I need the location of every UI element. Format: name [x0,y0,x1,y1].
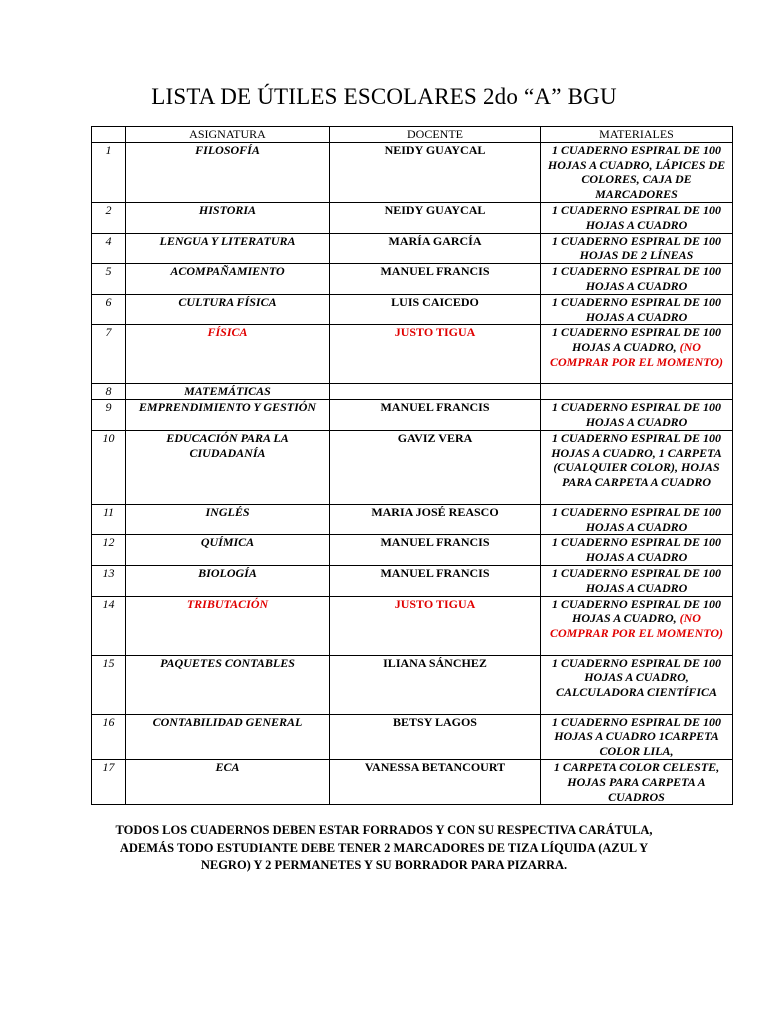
row-teacher: MARÍA GARCÍA [330,233,541,264]
row-materials [541,655,733,714]
row-number: 17 [92,759,126,804]
row-number: 12 [92,535,126,566]
row-number: 6 [92,294,126,325]
row-materials [541,142,733,202]
page-title: LISTA DE ÚTILES ESCOLARES 2do “A” BGU [151,84,617,109]
row-teacher: ILIANA SÁNCHEZ [330,655,541,714]
table-row [92,233,733,264]
materials-text: 1 CUADERNO ESPIRAL DE 100 HOJAS A CUADRO, [552,325,721,355]
table-body [92,142,733,805]
row-teacher: NEIDY GUAYCAL [330,202,541,233]
table-row [92,294,733,325]
table-row [92,535,733,566]
materials-text: 1 CUADERNO ESPIRAL DE 100 HOJAS A CUADRO, [552,596,721,626]
table-row [92,596,733,655]
row-materials [541,384,733,400]
row-teacher: MANUEL FRANCIS [330,565,541,596]
row-materials [541,596,733,655]
row-number: 1 [92,142,126,202]
row-teacher: JUSTO TIGUA [330,596,541,655]
header-subject: ASIGNATURA [126,127,330,143]
row-subject: HISTORIA [126,202,330,233]
row-number: 13 [92,565,126,596]
header-materials: MATERIALES [541,127,733,143]
table-row [92,142,733,202]
table-row [92,384,733,400]
row-subject: EMPRENDIMIENTO Y GESTIÓN [126,400,330,431]
table-row [92,202,733,233]
row-number: 11 [92,504,126,535]
materials-text: 1 CUADERNO ESPIRAL DE 100 HOJAS A CUADRO, 1 CARPETA (CUALQUIER COLOR), HOJAS PARA CARPETA A CUADRO [551,430,722,490]
row-materials [541,504,733,535]
row-number: 5 [92,264,126,295]
table-header-row [92,127,733,143]
row-materials [541,202,733,233]
row-materials [541,430,733,504]
materials-text: 1 CUADERNO ESPIRAL DE 100 HOJAS A CUADRO, LÁPICES DE COLORES, CAJA DE MARCADORES [547,142,726,202]
supplies-table [91,126,733,805]
row-teacher: LUIS CAICEDO [330,294,541,325]
table-row [92,325,733,384]
row-teacher: MANUEL FRANCIS [330,400,541,431]
row-materials [541,535,733,566]
table-row [92,430,733,504]
table-row [92,655,733,714]
row-number: 16 [92,714,126,759]
table-row [92,400,733,431]
row-number: 7 [92,325,126,384]
row-subject: ECA [126,759,330,804]
materials-text: 1 CUADERNO ESPIRAL DE 100 HOJAS A CUADRO 1CARPETA COLOR LILA, [552,714,721,759]
materials-text: 1 CUADERNO ESPIRAL DE 100 HOJAS A CUADRO [552,400,721,429]
row-teacher [330,384,541,400]
materials-text: 1 CUADERNO ESPIRAL DE 100 HOJAS A CUADRO [552,264,721,293]
header-teacher: DOCENTE [330,127,541,143]
row-teacher: MARIA JOSÉ REASCO [330,504,541,535]
row-subject: QUÍMICA [126,535,330,566]
row-materials [541,714,733,759]
table-row [92,264,733,295]
footer-note: TODOS LOS CUADERNOS DEBEN ESTAR FORRADOS Y CON SU RESPECTIVA CARÁTULA, ADEMÁS TODO ESTUDIANTE DEBE TENER 2 MARCADORES DE TIZA LÍQUIDA (AZUL Y NEGRO) Y 2 PERMANETES Y SU BORRADOR PARA PIZARRA. [115,823,653,872]
row-number: 9 [92,400,126,431]
row-number: 15 [92,655,126,714]
materials-text: 1 CARPETA COLOR CELESTE, HOJAS PARA CARPETA A CUADROS [553,759,720,804]
materials-text: 1 CUADERNO ESPIRAL DE 100 HOJAS A CUADRO [552,504,721,534]
row-subject: FILOSOFÍA [126,142,330,202]
row-teacher: GAVIZ VERA [330,430,541,504]
row-teacher: JUSTO TIGUA [330,325,541,384]
table-row [92,504,733,535]
row-subject: LENGUA Y LITERATURA [126,233,330,264]
materials-text: 1 CUADERNO ESPIRAL DE 100 HOJAS A CUADRO [552,535,721,565]
row-number: 14 [92,596,126,655]
materials-text: 1 CUADERNO ESPIRAL DE 100 HOJAS DE 2 LÍNEAS [552,233,721,263]
table-row [92,759,733,804]
row-materials [541,325,733,384]
materials-text: 1 CUADERNO ESPIRAL DE 100 HOJAS A CUADRO [552,294,721,324]
row-number: 4 [92,233,126,264]
row-subject: MATEMÁTICAS [126,384,330,400]
row-subject: CONTABILIDAD GENERAL [126,714,330,759]
row-materials [541,264,733,295]
materials-warning: (NO COMPRAR POR EL MOMENTO) [549,611,724,641]
row-number: 2 [92,202,126,233]
row-teacher: MANUEL FRANCIS [330,264,541,295]
row-materials [541,759,733,804]
row-materials [541,400,733,431]
row-subject: PAQUETES CONTABLES [126,655,330,714]
materials-text: 1 CUADERNO ESPIRAL DE 100 HOJAS A CUADRO, CALCULADORA CIENTÍFICA [552,655,721,700]
row-subject: EDUCACIÓN PARA LA CIUDADANÍA [126,430,330,504]
table-row [92,565,733,596]
row-teacher: BETSY LAGOS [330,714,541,759]
row-number: 8 [92,384,126,400]
table-row [92,714,733,759]
materials-text: 1 CUADERNO ESPIRAL DE 100 HOJAS A CUADRO [552,565,721,595]
row-subject: INGLÉS [126,504,330,535]
header-num [92,127,126,143]
row-subject: TRIBUTACIÓN [126,596,330,655]
materials-text: 1 CUADERNO ESPIRAL DE 100 HOJAS A CUADRO [552,202,721,232]
row-materials [541,294,733,325]
row-number: 10 [92,430,126,504]
row-subject: FÍSICA [126,325,330,384]
row-subject: CULTURA FÍSICA [126,294,330,325]
row-teacher: NEIDY GUAYCAL [330,142,541,202]
row-subject: BIOLOGÍA [126,565,330,596]
row-teacher: VANESSA BETANCOURT [330,759,541,804]
row-materials [541,233,733,264]
row-subject: ACOMPAÑAMIENTO [126,264,330,295]
row-materials [541,565,733,596]
materials-warning: (NO COMPRAR POR EL MOMENTO) [549,340,724,369]
row-teacher: MANUEL FRANCIS [330,535,541,566]
